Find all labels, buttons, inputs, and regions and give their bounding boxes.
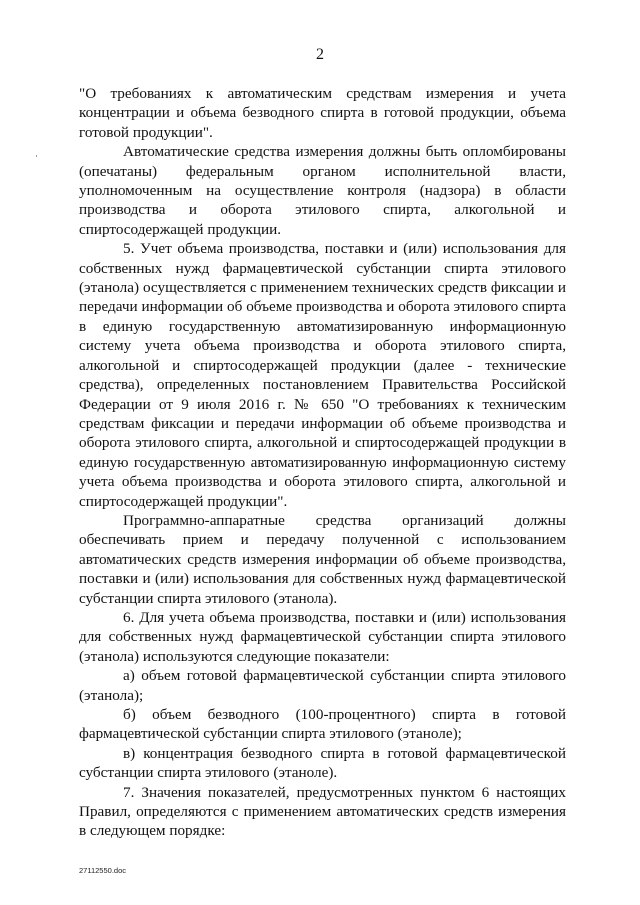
paragraph-software-hardware: Программно-аппаратные средства организаций должны обеспечивать прием и передачу полученной с использованием автоматических средств измерения информации об объеме производства, поставки и (или) использования для собственных нужд фармацевтической субстанции спирта этилового (этанола). bbox=[79, 511, 566, 607]
list-item-v: в) концентрация безводного спирта в готовой фармацевтической субстанции спирта этилового (этаноле). bbox=[79, 744, 566, 782]
paragraph-item-7: 7. Значения показателей, предусмотренных пунктом 6 настоящих Правил, определяются с применением автоматических средств измерения в следующем порядке: bbox=[79, 783, 566, 840]
margin-mark bbox=[36, 155, 37, 157]
paragraph-decree-title-continuation: "О требованиях к автоматическим средствам измерения и учета концентрации и объема безводного спирта в готовой продукции, объема готовой продукции". bbox=[79, 85, 566, 141]
list-item-a: а) объем готовой фармацевтической субстанции спирта этилового (этанола); bbox=[79, 667, 566, 704]
paragraph-sealing: Автоматические средства измерения должны быть опломбированы (опечатаны) федеральным органом исполнительной власти, уполномоченным на осуществление контроля (надзора) в области производства и оборота этилового спирта, алкогольной и спиртосодержащей продукции. bbox=[79, 143, 566, 238]
paragraph-item-5: 5. Учет объема производства, поставки и (или) использования для собственных нужд фармацевтической субстанции спирта этилового (этанола) осуществляется с применением технических средств фиксации и передачи информации об объеме производства и оборота этилового спирта в единую государственную автоматизированную информационную систему учета объема производства и оборота этилового спирта, алкогольной и спиртосодержащей продукции (далее - технические средства), определенных постановлением Правительства Российской Федерации от 9 июля 2016 г. № 650 "О требованиях к техническим средствам фиксации и передачи информации об объеме производства и оборота этилового спирта, алкогольной и спиртосодержащей продукции в единую государственную автоматизированную информационную систему учета объема производства и оборота этилового спирта, алкогольной и спиртосодержащей продукции". bbox=[79, 240, 566, 510]
list-item-b: б) объем безводного (100-процентного) спирта в готовой фармацевтической субстанции спирта этилового (этаноле); bbox=[79, 706, 566, 743]
paragraph-item-6: 6. Для учета объема производства, поставки и (или) использования для собственных нужд фармацевтической субстанции спирта этилового (этанола) используются следующие показатели: bbox=[79, 608, 566, 665]
document-file-name: 27112550.doc bbox=[79, 866, 126, 875]
document-body bbox=[79, 84, 566, 841]
page-number: 2 bbox=[316, 46, 324, 63]
